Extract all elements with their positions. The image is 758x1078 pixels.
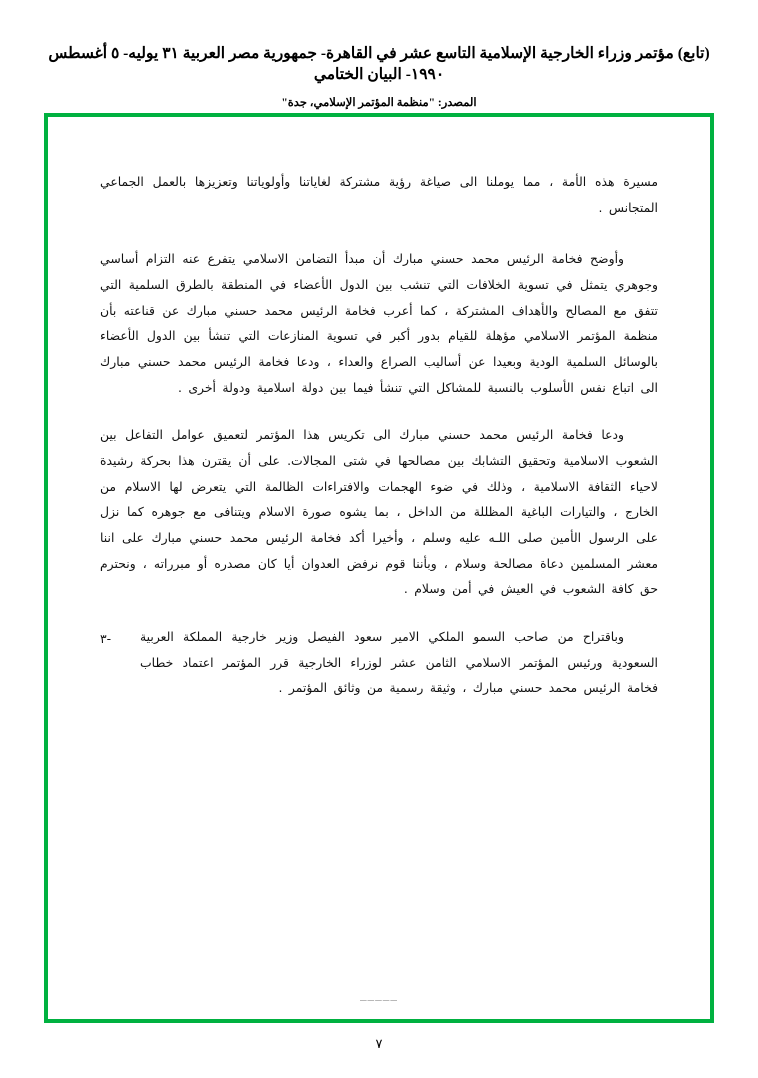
item-number: -٣ bbox=[100, 631, 112, 647]
header-title: (تابع) مؤتمر وزراء الخارجية الإسلامية التاسع عشر في القاهرة- جمهورية مصر العربية ٣١ يوليه- ٥ أغسطس ١٩٩٠- البيان الختامي bbox=[48, 45, 710, 83]
page-number: ٧ bbox=[375, 1036, 383, 1051]
header-source: المصدر: "منظمة المؤتمر الإسلامي، جدة" bbox=[281, 96, 477, 109]
numbered-item-3 bbox=[100, 624, 658, 701]
content-frame bbox=[44, 113, 714, 1023]
document-header bbox=[0, 0, 758, 109]
paragraph-3: ودعا فخامة الرئيس محمد حسني مبارك الى تكريس هذا المؤتمر لتعميق عوامل التفاعل بين الشعوب الاسلامية وتحقيق التشابك بين مصالحها في شتى المجالات. على أن يقترن هذا بحركة رشيدة لاحياء الثقافة الاسلامية ، وذلك في ضوء الهجمات والافتراءات الظالمة التي يتعرض لها الاسلام من الخارج ، والتيارات الباغية المظللة من الداخل ، بما يشوه صورة الاسلام ويتنافى مع جوهره كما نزل على الرسول الأمين صلى اللـه عليه وسلم ، وأخيرا أكد فخامة الرئيس محمد حسني مبارك على اننا معشر المسلمين دعاة مصالحة وسلام ، وبأننا قوم نرفض العدوان أيا كان مصدره أو مبرراته ، ونحترم حق كافة الشعوب في العيش في أمن وسلام . bbox=[100, 427, 658, 597]
footer-separator: _____ bbox=[359, 988, 399, 1001]
content-frame-inner bbox=[48, 117, 710, 1019]
paragraph-2: وأوضح فخامة الرئيس محمد حسني مبارك أن مبدأ التضامن الاسلامي يتفرع عنه التزام أساسي وجوهري يتمثل في تسوية الخلافات التي تنشب بين الدول الأعضاء في المنطقة بالطرق السلمية التي تتفق مع المصالح والأهداف المشتركة ، كما أعرب فخامة الرئيس محمد حسني مبارك عن قناعته بأن منظمة المؤتمر الاسلامي مؤهلة للقيام بدور أكبر في تسوية المنازعات التي تنشأ بين الدول الأعضاء بالوسائل السلمية الودية وبعيدا عن أساليب الصراع والعداء ، ودعا فخامة الرئيس محمد حسني مبارك الى اتباع نفس الأسلوب بالنسبة للمشاكل التي تنشأ فيما بين دولة اسلامية ودولة أخرى . bbox=[100, 251, 658, 395]
paragraph-4: وباقتراح من صاحب السمو الملكي الامير سعود الفيصل وزير خارجية المملكة العربية السعودية ورئيس المؤتمر الاسلامي الثامن عشر لوزراء الخارجية قرر المؤتمر اعتماد خطاب فخامة الرئيس محمد حسني مبارك ، وثيقة رسمية من وثائق المؤتمر . bbox=[140, 629, 658, 696]
document-body bbox=[100, 169, 658, 701]
paragraph-1: مسيرة هذه الأمة ، مما يوملنا الى صياغة رؤية مشتركة لغاياتنا وأولوياتنا وتعزيزها بالعمل الجماعي المتجانس . bbox=[100, 174, 658, 215]
